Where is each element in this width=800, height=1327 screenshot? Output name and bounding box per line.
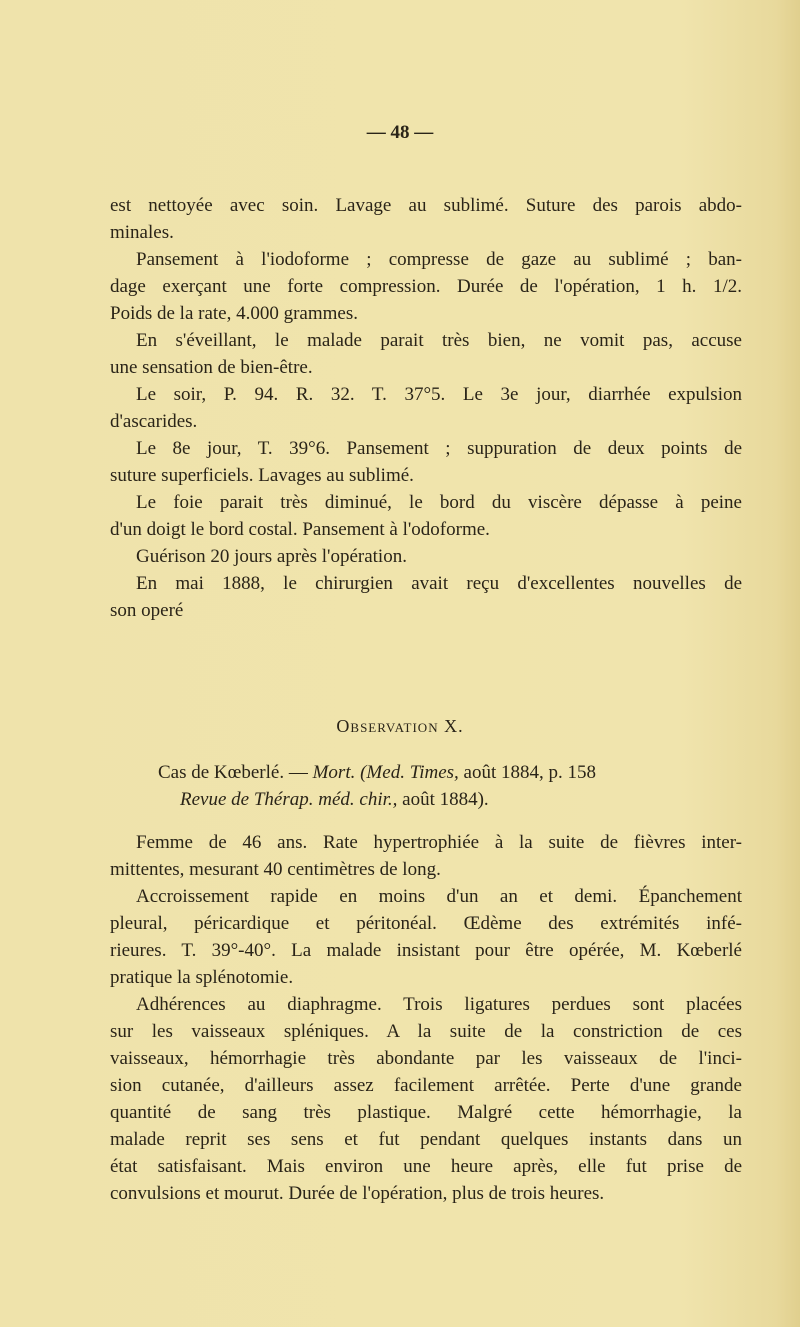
text-line: pratique la splénotomie. (110, 967, 294, 988)
body-text-section-2 (110, 829, 742, 1207)
source-citation (110, 759, 742, 813)
citation-journal-2: Revue de Thérap. méd. chir., (180, 789, 398, 810)
text-line: mittentes, mesurant 40 centimètres de long. (110, 859, 441, 880)
text-line: malade reprit ses sens et fut pendant quelques instants dans un (110, 1129, 742, 1150)
text-line: Pansement à l'iodoforme ; compresse de gaze au sublimé ; ban- (136, 249, 742, 270)
citation-journal: Mort. (Med. Times, (312, 762, 459, 783)
page-number: — 48 — (366, 122, 434, 143)
text-line: d'un doigt le bord costal. Pansement à l'odoforme. (110, 519, 490, 540)
text-line: Femme de 46 ans. Rate hypertrophiée à la suite de fièvres inter- (136, 832, 742, 853)
text-line: Adhérences au diaphragme. Trois ligatures perdues sont placées (136, 994, 742, 1015)
text-line: Guérison 20 jours après l'opération. (136, 546, 407, 567)
text-line: quantité de sang très plastique. Malgré cette hémorrhagie, la (110, 1102, 742, 1123)
text-line: sur les vaisseaux spléniques. A la suite de la constriction de ces (110, 1021, 742, 1042)
text-line: rieures. T. 39°-40°. La malade insistant pour être opérée, M. Kœberlé (110, 940, 742, 961)
citation-author: Cas de Kœberlé. — (158, 762, 313, 783)
text-line: Accroissement rapide en moins d'un an et demi. Épanchement (136, 886, 742, 907)
text-line: est nettoyée avec soin. Lavage au sublimé. Suture des parois abdo- (110, 195, 742, 216)
text-line: Poids de la rate, 4.000 grammes. (110, 303, 359, 324)
text-line: En s'éveillant, le malade parait très bien, ne vomit pas, accuse (136, 330, 742, 351)
text-line: minales. (110, 222, 174, 243)
text-line: une sensation de bien-être. (110, 357, 313, 378)
text-line: pleural, péricardique et péritonéal. Œdème des extrémités infé- (110, 913, 742, 934)
text-line: Le foie parait très diminué, le bord du viscère dépasse à peine (136, 492, 742, 513)
body-text-section-1 (110, 192, 742, 624)
observation-heading: Observation X. (336, 716, 464, 736)
citation-date: août 1884, p. 158 (458, 762, 597, 783)
text-line: convulsions et mourut. Durée de l'opération, plus de trois heures. (110, 1183, 605, 1204)
text-line: sion cutanée, d'ailleurs assez facilement arrêtée. Perte d'une grande (110, 1075, 742, 1096)
text-line: vaisseaux, hémorrhagie très abondante par les vaisseaux de l'inci- (110, 1048, 742, 1069)
text-line: d'ascarides. (110, 411, 198, 432)
text-line: Le soir, P. 94. R. 32. T. 37°5. Le 3e jour, diarrhée expulsion (136, 384, 742, 405)
citation-date-2: août 1884). (397, 789, 489, 810)
text-line: suture superficiels. Lavages au sublimé. (110, 465, 414, 486)
text-line: état satisfaisant. Mais environ une heure après, elle fut prise de (110, 1156, 742, 1177)
text-line: Le 8e jour, T. 39°6. Pansement ; suppuration de deux points de (136, 438, 742, 459)
text-line: En mai 1888, le chirurgien avait reçu d'excellentes nouvelles de (136, 573, 742, 594)
text-line: son operé (110, 600, 184, 621)
text-line: dage exerçant une forte compression. Durée de l'opération, 1 h. 1/2. (110, 276, 742, 297)
